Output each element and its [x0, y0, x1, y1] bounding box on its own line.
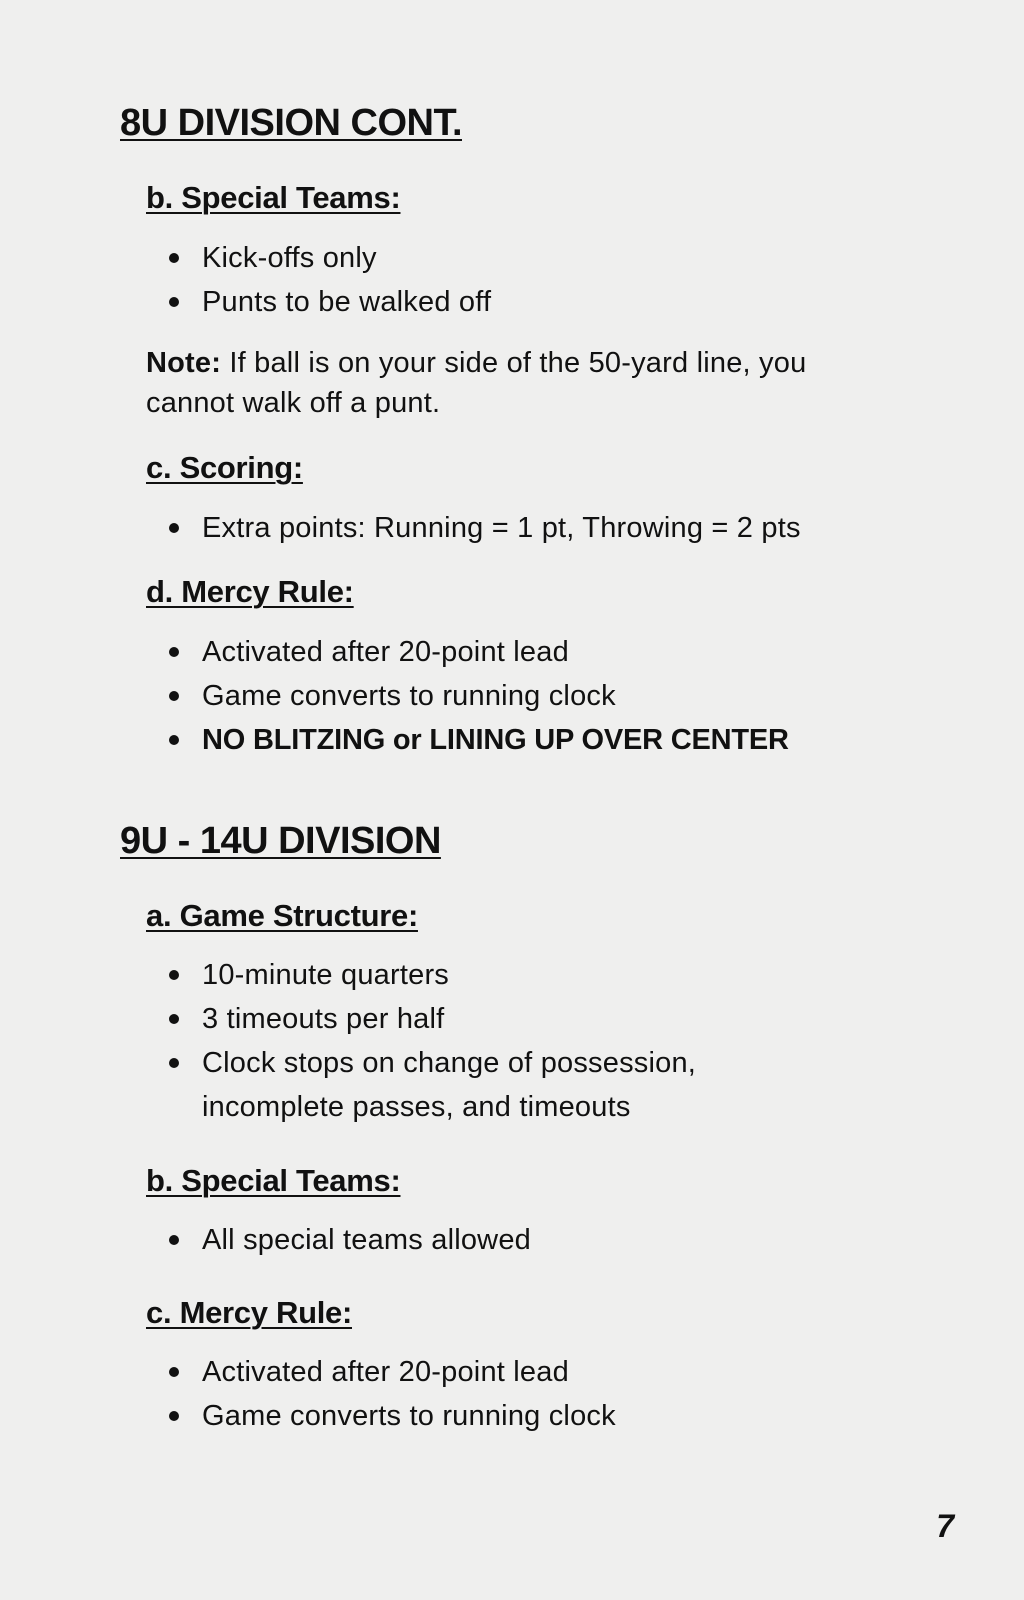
list-item: Game converts to running clock	[146, 674, 926, 718]
division-title-9u-14u: 9U - 14U DIVISION	[120, 820, 441, 862]
note-label: Note:	[146, 347, 222, 379]
list-item: Activated after 20-point lead	[146, 1350, 926, 1394]
subhead-9u-special-teams: b. Special Teams:	[146, 1163, 401, 1198]
list-item: All special teams allowed	[146, 1218, 926, 1262]
list-9u-mercy-rule	[146, 1350, 926, 1438]
list-9u-special-teams	[146, 1218, 926, 1262]
list-item: 3 timeouts per half	[146, 997, 926, 1041]
list-8u-special-teams	[146, 236, 926, 324]
list-8u-mercy-rule	[146, 630, 926, 762]
subhead-8u-special-teams: b. Special Teams:	[146, 180, 401, 215]
list-item: NO BLITZING or LINING UP OVER CENTER	[146, 718, 926, 762]
list-item: 10-minute quarters	[146, 953, 926, 997]
list-item: Extra points: Running = 1 pt, Throwing = 2 pts	[146, 506, 926, 550]
note-paragraph	[146, 343, 866, 423]
page-number: 7	[936, 1508, 954, 1544]
list-item: Activated after 20-point lead	[146, 630, 926, 674]
subhead-8u-scoring: c. Scoring:	[146, 450, 303, 485]
list-9u-game-structure	[146, 953, 926, 1129]
subhead-8u-mercy-rule: d. Mercy Rule:	[146, 574, 354, 609]
note-text: If ball is on your side of the 50-yard line, you cannot walk off a punt.	[146, 347, 807, 419]
list-item: Clock stops on change of possession, incomplete passes, and timeouts	[146, 1041, 742, 1129]
subhead-9u-game-structure: a. Game Structure:	[146, 898, 418, 933]
list-item: Punts to be walked off	[146, 280, 926, 324]
list-item: Kick-offs only	[146, 236, 926, 280]
list-item: Game converts to running clock	[146, 1394, 926, 1438]
list-8u-scoring	[146, 506, 926, 550]
subhead-9u-mercy-rule: c. Mercy Rule:	[146, 1295, 352, 1330]
division-title-8u: 8U DIVISION CONT.	[120, 102, 462, 144]
